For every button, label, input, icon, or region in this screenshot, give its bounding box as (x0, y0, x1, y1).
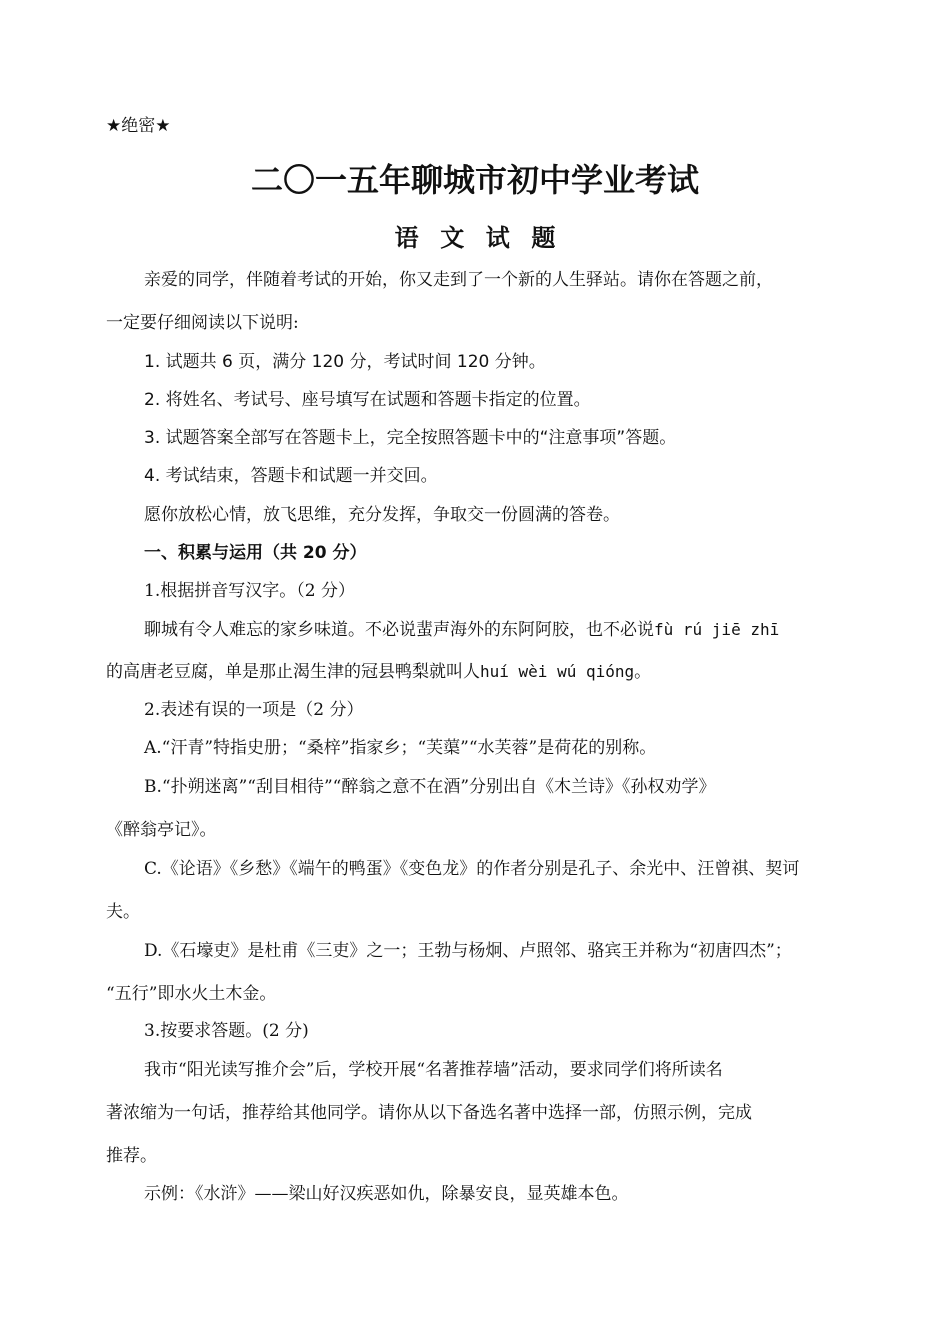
option-a: A.“汗青”特指史册；“桑梓”指家乡；“芙蕖”“水芙蓉”是荷花的别称。 (144, 738, 657, 758)
instruction-item: 1. 试题共 6 页，满分 120 分，考试时间 120 分钟。 (144, 352, 546, 372)
question-1-text-line-1 (144, 618, 856, 642)
wish-text: 愿你放松心情，放飞思维，充分发挥，争取交一份圆满的答卷。 (144, 505, 620, 525)
question-3-line-1: 我市“阳光读写推介会”后，学校开展“名著推荐墙”活动，要求同学们将所读名 (144, 1060, 723, 1080)
pinyin-blank-1: fù rú jiē zhī (654, 620, 780, 639)
instruction-item: 2. 将姓名、考试号、座号填写在试题和答题卡指定的位置。 (144, 390, 591, 410)
section-heading: 一、积累与运用（共 20 分） (144, 543, 367, 563)
page-subtitle: 语文试题 (394, 224, 577, 252)
question-1-text: 聊城有令人难忘的家乡味道。不必说蜚声海外的东阿阿胶，也不必说 (144, 620, 654, 640)
question-1-text-end: 。 (634, 662, 652, 682)
question-3-example: 示例：《水浒》——梁山好汉疾恶如仇，除暴安良，显英雄本色。 (144, 1184, 629, 1204)
question-2-stem: 2.表述有误的一项是（2 分） (144, 700, 364, 720)
question-1-text-line-2 (106, 660, 856, 684)
question-1-stem: 1.根据拼音写汉字。（2 分） (144, 581, 355, 601)
question-1-text: 的高唐老豆腐，单是那止渴生津的冠县鸭梨就叫人 (106, 662, 480, 682)
instruction-item: 3. 试题答案全部写在答题卡上，完全按照答题卡中的“注意事项”答题。 (144, 428, 677, 448)
option-b-line-1: B.“扑朔迷离”“刮目相待”“醉翁之意不在酒”分别出自《木兰诗》《孙权劝学》 (144, 777, 716, 797)
intro-line-1: 亲爱的同学，伴随着考试的开始，你又走到了一个新的人生驿站。请你在答题之前， (144, 270, 773, 290)
option-c-line-1: C.《论语》《乡愁》《端午的鸭蛋》《变色龙》的作者分别是孔子、余光中、汪曾祺、契诃 (144, 859, 800, 879)
pinyin-blank-2: huí wèi wú qióng (480, 662, 635, 681)
option-c-line-2: 夫。 (106, 902, 140, 922)
question-3-line-2: 著浓缩为一句话，推荐给其他同学。请你从以下备选名著中选择一部，仿照示例，完成 (106, 1103, 752, 1123)
option-b-line-2: 《醉翁亭记》。 (106, 820, 217, 840)
option-d-line-1: D.《石壕吏》是杜甫《三吏》之一；王勃与杨炯、卢照邻、骆宾王并称为“初唐四杰”； (144, 941, 792, 961)
intro-line-2: 一定要仔细阅读以下说明: (106, 313, 299, 333)
question-3-stem: 3.按要求答题。(2 分) (144, 1021, 309, 1041)
page-title: 二〇一五年聊城市初中学业考试 (250, 161, 699, 199)
question-3-line-3: 推荐。 (106, 1146, 157, 1166)
instruction-item: 4. 考试结束，答题卡和试题一并交回。 (144, 466, 438, 486)
option-d-line-2: “五行”即水火土木金。 (106, 984, 277, 1004)
secret-mark: ★绝密★ (106, 116, 171, 136)
